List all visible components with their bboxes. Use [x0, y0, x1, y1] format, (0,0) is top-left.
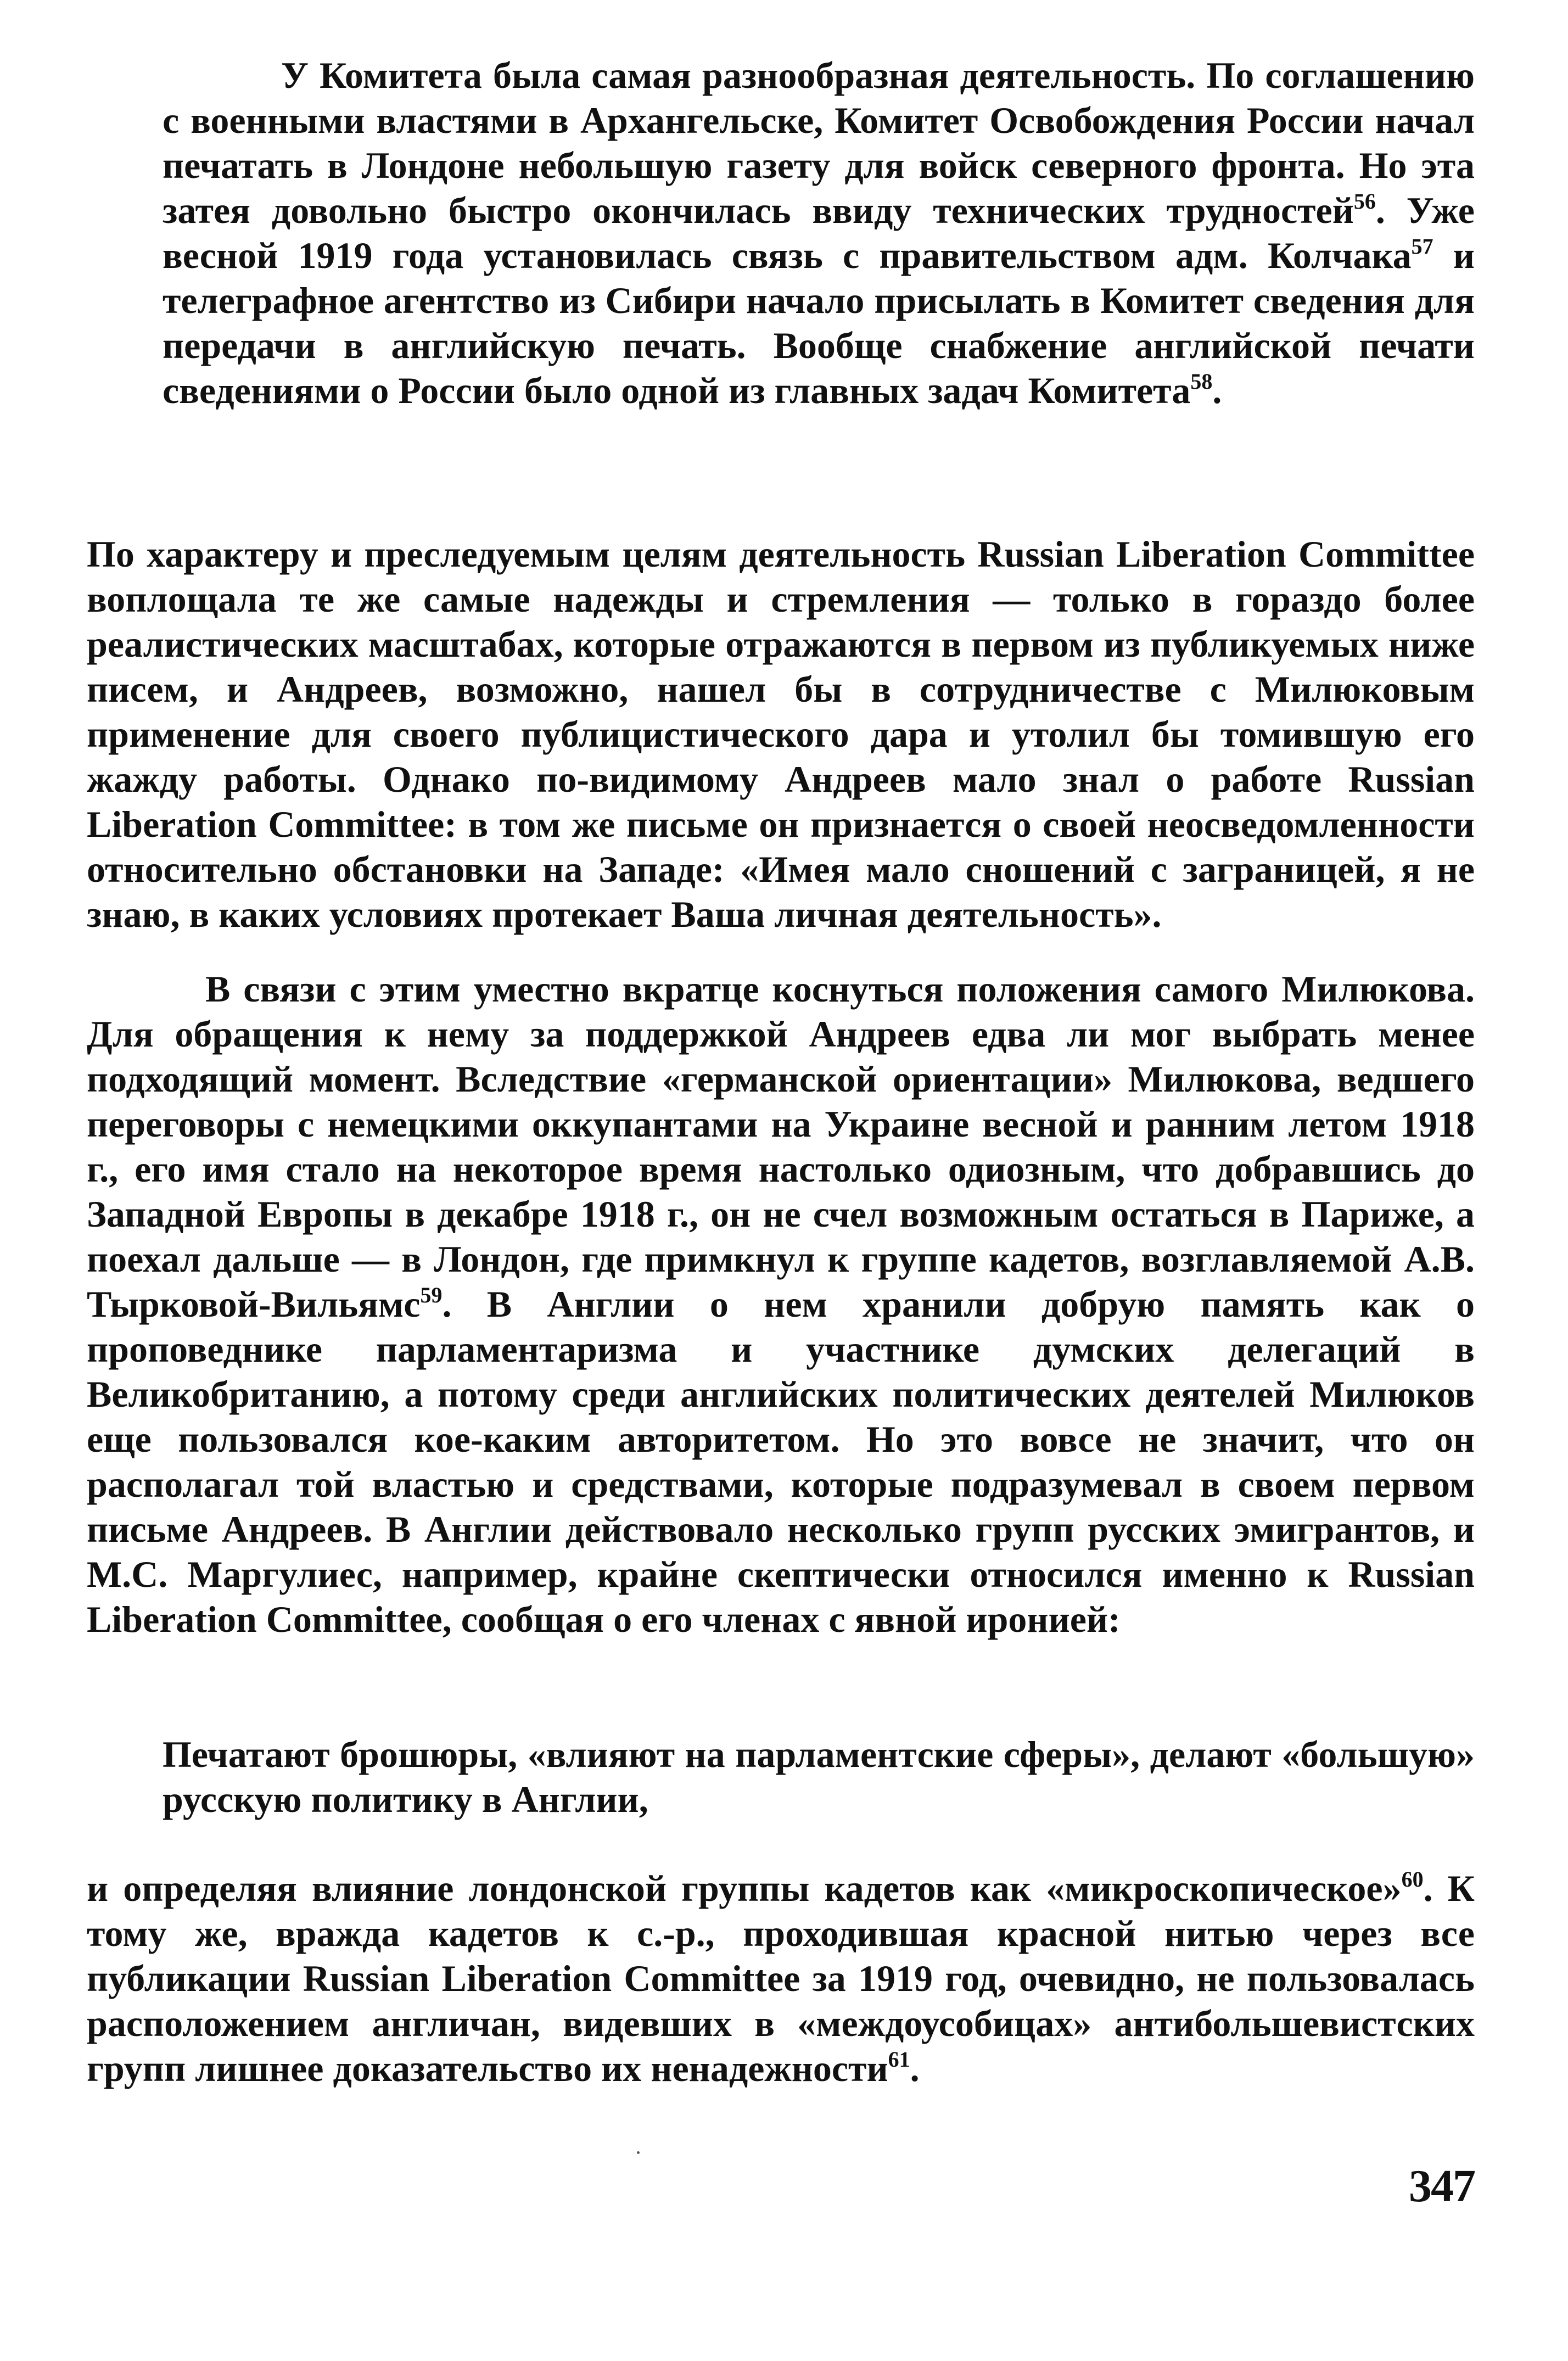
footnote-ref-56: 56: [1353, 189, 1376, 214]
footnote-ref-58: 58: [1190, 369, 1213, 394]
paragraph-text: . В Англии о нем хранили добрую память как о проповеднике парламентаризма и участнике думских делегаций в Великобританию, а потому среди английских политических деятелей Милюков еще пользовался кое-каким авторитетом. Но это вовсе не значит, что он располагал той властью и средствами, которые подразумевал в своем первом письме Андреев. В Англии действовало несколько групп русских эмигрантов, и М.С. Маргулиес, например, крайне скептически относился именно к Russian Liberation Committee, сообщая о его членах с явной иронией:: [87, 1283, 1475, 1640]
paragraph-text: По характеру и преследуемым целям деятельность Russian Liberation Committee воплощала те же самые надежды и стремления — только в гораздо более реалистических масштабах, которые отражаются в первом из публикуемых ниже писем, и Андреев, возможно, нашел бы в сотрудничестве с Милюковым применение для своего публицистического дара и утолил бы томившую его жажду работы. Однако по-видимому Андреев мало знал о работе Russian Liberation Committee: в том же письме он признается о своей неосведомленности относительно обстановки на Западе: «Имея мало сношений с заграницей, я не знаю, в каких условиях протекает Ваша личная деятельность».: [87, 533, 1475, 935]
footnote-ref-61: 61: [888, 2047, 910, 2072]
paragraph-text: . К тому же, вражда кадетов к с.-р., проходившая красной нитью через все публикации Russian Liberation Committee за 1919 год, очевидно, не пользовалась расположением англичан, видевших в «междоусобицах» антибольшевистских групп лишнее доказательство их ненадежности: [87, 1867, 1475, 2089]
block-quote-committee-activities: [163, 53, 1475, 558]
quote-text: и телеграфное агентство из Сибири начало присылать в Комитет сведения для передачи в английскую печать. Вообще снабжение английской печати сведениями о России было одной из главных задач Комитета: [163, 234, 1475, 411]
paragraph-russian-liberation-committee: [87, 531, 1475, 965]
paragraph-cadet-group-influence: [87, 1866, 1475, 2173]
quote-text: .: [1212, 370, 1222, 411]
quote-text: . Уже весной 1919 года установилась связь с правительством адм. Колчака: [163, 189, 1475, 276]
footnote-ref-60: 60: [1401, 1867, 1424, 1892]
quote-text: У Комитета была самая разнообразная деятельность. По соглашению с военными властями в Архангельске, Комитет Освобождения России начал печатать в Лондоне небольшую газету для войск северного фронта. Но эта затея довольно быстро окончилась ввиду технических трудностей: [163, 54, 1475, 231]
paragraph-text: и определяя влияние лондонской группы кадетов как «микроскопическое»: [87, 1867, 1402, 1909]
footnote-ref-57: 57: [1411, 234, 1433, 259]
quote-text: Печатают брошюры, «влияют на парламентские сферы», делают «большую» русскую политику в Англии,: [163, 1733, 1475, 1820]
paragraph-text: .: [910, 2047, 920, 2089]
scan-speck: [637, 2151, 640, 2154]
footnote-ref-59: 59: [420, 1283, 443, 1307]
paragraph-text: В связи с этим уместно вкратце коснуться положения самого Милюкова. Для обращения к нему за поддержкой Андреев едва ли мог выбрать менее подходящий момент. Вследствие «германской ориентации» Милюкова, ведшего переговоры с немецкими оккупантами на Украине весной и ранним летом 1918 г., его имя стало на некоторое время настолько одиозным, что добравшись до Западной Европы в декабре 1918 г., он не счел возможным остаться в Париже, а поехал дальше — в Лондон, где примкнул к группе кадетов, возглавляемой А.В. Тырковой-Вильямс: [87, 968, 1475, 1325]
block-quote-margulies: [163, 1732, 1475, 1847]
page-number: 347: [1409, 2161, 1475, 2212]
paragraph-milyukov-position: [87, 966, 1475, 1708]
